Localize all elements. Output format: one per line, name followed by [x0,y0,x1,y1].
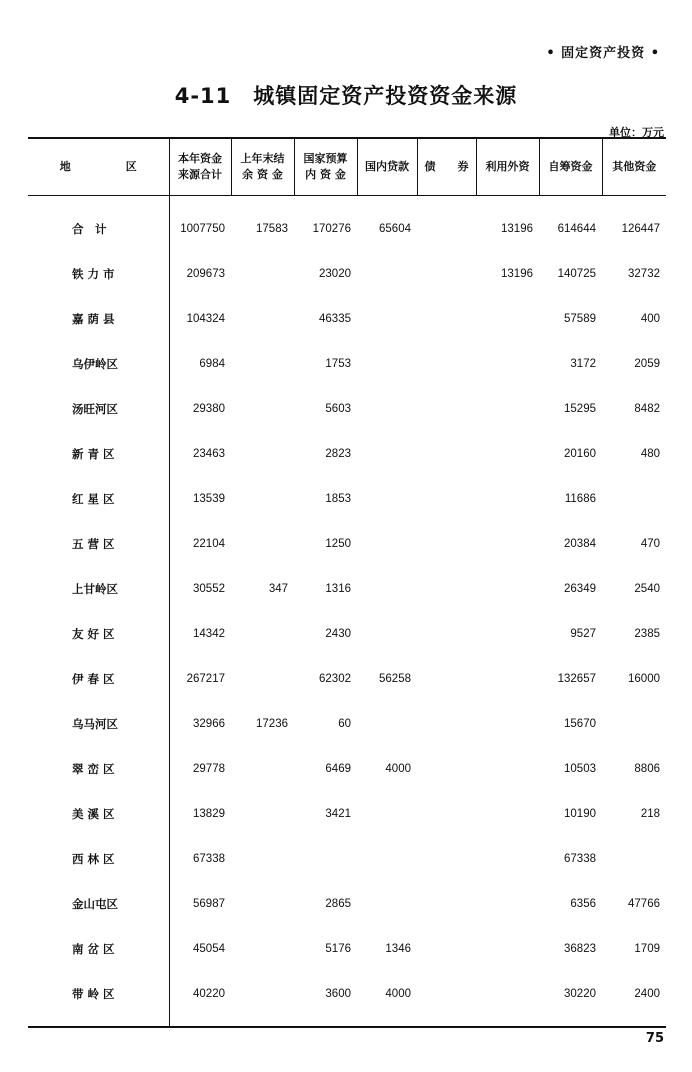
value-cell: 40220 [193,987,225,1000]
table-row [28,251,666,296]
region-cell: 金山屯区 [28,881,169,926]
region-cell: 铁 力 市 [28,251,169,296]
value-cell: 132657 [557,672,596,685]
value-cell: 46335 [319,312,351,325]
table-row [28,746,666,791]
value-cell: 1853 [325,492,351,505]
value-cell: 30220 [564,987,596,1000]
value-cell [476,521,539,566]
value-cell: 470 [640,537,660,550]
table-row [28,196,666,252]
region-cell: 友 好 区 [28,611,169,656]
value-cell: 30552 [193,582,225,595]
table-row [28,611,666,656]
column-header-prev-balance [231,138,294,196]
table-row [28,476,666,521]
value-cell [417,521,476,566]
value-cell: 2865 [325,897,351,910]
column-header-other: 其他资金 [602,138,666,196]
value-cell: 47766 [628,897,660,910]
column-header-line: 本年资金 [178,152,222,165]
value-cell: 1316 [325,582,351,595]
table-row [28,836,666,881]
value-cell [231,791,294,836]
value-cell [357,881,417,926]
value-cell: 2385 [634,627,660,640]
region-cell: 南 岔 区 [28,926,169,971]
value-cell: 60 [338,717,351,730]
value-cell: 14342 [193,627,225,640]
table-row [28,791,666,836]
region-cell: 合 计 [28,196,169,252]
value-cell: 23020 [319,267,351,280]
region-cell: 西 林 区 [28,836,169,881]
value-cell [417,836,476,881]
value-cell: 67338 [193,852,225,865]
value-cell [476,701,539,746]
value-cell [476,971,539,1027]
value-cell [476,476,539,521]
value-cell: 400 [640,312,660,325]
value-cell [357,431,417,476]
value-cell [476,341,539,386]
value-cell [357,251,417,296]
value-cell: 45054 [193,942,225,955]
value-cell [417,881,476,926]
table-body [28,196,666,1028]
value-cell [357,566,417,611]
value-cell [417,611,476,656]
table-row [28,881,666,926]
value-cell [476,431,539,476]
column-header-bonds: 债 券 [417,138,476,196]
value-cell [357,521,417,566]
table-row [28,386,666,431]
table-row [28,656,666,701]
value-cell: 140725 [557,267,596,280]
value-cell [231,296,294,341]
value-cell [357,476,417,521]
value-cell: 480 [640,447,660,460]
value-cell [357,611,417,656]
value-cell: 2430 [325,627,351,640]
value-cell [476,386,539,431]
value-cell [602,476,666,521]
value-cell: 26349 [564,582,596,595]
page-title [0,80,692,110]
table-row [28,341,666,386]
value-cell [231,431,294,476]
table-row [28,431,666,476]
value-cell: 4000 [385,987,411,1000]
value-cell [476,881,539,926]
value-cell: 32732 [628,267,660,280]
region-cell: 乌马河区 [28,701,169,746]
value-cell: 10503 [564,762,596,775]
region-cell: 汤旺河区 [28,386,169,431]
value-cell [357,386,417,431]
value-cell [417,431,476,476]
value-cell: 1250 [325,537,351,550]
value-cell [417,746,476,791]
column-header-domestic-loans: 国内贷款 [357,138,417,196]
value-cell [231,251,294,296]
value-cell: 5176 [325,942,351,955]
value-cell: 15295 [564,402,596,415]
value-cell [476,296,539,341]
value-cell [231,971,294,1027]
value-cell [417,476,476,521]
value-cell [357,341,417,386]
value-cell: 56258 [379,672,411,685]
value-cell [476,926,539,971]
value-cell: 13539 [193,492,225,505]
value-cell [231,341,294,386]
page-number: 75 [645,1031,664,1046]
value-cell: 614644 [557,222,596,235]
value-cell: 218 [640,807,660,820]
value-cell: 17236 [256,717,288,730]
value-cell: 6356 [570,897,596,910]
region-cell: 伊 春 区 [28,656,169,701]
value-cell [231,521,294,566]
value-cell [231,386,294,431]
value-cell: 13196 [501,267,533,280]
value-cell [476,566,539,611]
value-cell: 62302 [319,672,351,685]
value-cell: 65604 [379,222,411,235]
value-cell: 1709 [634,942,660,955]
value-cell [602,836,666,881]
funding-source-table [28,137,666,1028]
value-cell [357,701,417,746]
column-header-line: 来源合计 [178,168,222,181]
value-cell: 32966 [193,717,225,730]
value-cell: 57589 [564,312,596,325]
region-cell: 美 溪 区 [28,791,169,836]
value-cell [417,251,476,296]
column-header-total [169,138,231,196]
table-row [28,971,666,1027]
value-cell [417,926,476,971]
value-cell: 8482 [634,402,660,415]
value-cell: 13196 [501,222,533,235]
value-cell [417,196,476,252]
region-cell: 红 星 区 [28,476,169,521]
region-cell: 嘉 荫 县 [28,296,169,341]
value-cell: 209673 [186,267,225,280]
value-cell: 6984 [199,357,225,370]
region-cell: 乌伊岭区 [28,341,169,386]
column-header-line: 国家预算 [303,152,348,165]
value-cell [417,296,476,341]
table-number: 4-11 [174,84,232,108]
value-cell [417,701,476,746]
value-cell [357,791,417,836]
value-cell: 170276 [312,222,351,235]
table-row [28,296,666,341]
value-cell [602,701,666,746]
value-cell: 36823 [564,942,596,955]
value-cell: 11686 [564,492,596,505]
column-header-line: 上年末结 [240,152,285,165]
value-cell: 17583 [256,222,288,235]
value-cell: 67338 [564,852,596,865]
value-cell [476,791,539,836]
value-cell: 3600 [325,987,351,1000]
value-cell: 1007750 [180,222,225,235]
value-cell: 5603 [325,402,351,415]
value-cell: 126447 [621,222,660,235]
value-cell: 20160 [564,447,596,460]
value-cell: 1346 [385,942,411,955]
value-cell [231,656,294,701]
value-cell [231,881,294,926]
region-cell: 带 岭 区 [28,971,169,1027]
value-cell: 29778 [193,762,225,775]
table-row [28,701,666,746]
region-cell: 五 营 区 [28,521,169,566]
value-cell [417,656,476,701]
region-cell: 翠 峦 区 [28,746,169,791]
column-header-line: 余 资 金 [242,168,283,181]
value-cell [417,386,476,431]
value-cell [476,611,539,656]
table-row [28,926,666,971]
value-cell: 2540 [634,582,660,595]
column-header-state-budget [294,138,357,196]
value-cell [417,341,476,386]
value-cell: 10190 [564,807,596,820]
region-cell: 新 青 区 [28,431,169,476]
value-cell [417,971,476,1027]
value-cell [231,836,294,881]
value-cell: 104324 [186,312,225,325]
value-cell: 23463 [193,447,225,460]
value-cell: 267217 [186,672,225,685]
value-cell [231,476,294,521]
value-cell: 22104 [193,537,225,550]
column-header-foreign-investment: 利用外资 [476,138,539,196]
value-cell [231,926,294,971]
value-cell [476,746,539,791]
value-cell [476,836,539,881]
value-cell: 13829 [193,807,225,820]
value-cell: 3421 [325,807,351,820]
running-head: • 固定资产投资 • [546,46,660,61]
value-cell [417,566,476,611]
value-cell: 9527 [570,627,596,640]
value-cell: 4000 [385,762,411,775]
column-header-self-raised: 自筹资金 [539,138,602,196]
value-cell: 29380 [193,402,225,415]
value-cell [476,656,539,701]
value-cell: 56987 [193,897,225,910]
unit-label: 单位：万元 [609,126,664,139]
value-cell: 2823 [325,447,351,460]
column-header-line: 内 资 金 [305,168,346,181]
table-row [28,521,666,566]
column-header-region: 地 区 [28,138,169,196]
value-cell: 16000 [628,672,660,685]
value-cell: 3172 [570,357,596,370]
value-cell [231,611,294,656]
value-cell: 6469 [325,762,351,775]
value-cell: 8806 [634,762,660,775]
table-header-row [28,138,666,196]
value-cell [231,746,294,791]
value-cell: 2059 [634,357,660,370]
table-title: 城镇固定资产投资资金来源 [253,84,518,108]
value-cell [357,296,417,341]
value-cell: 2400 [634,987,660,1000]
table-row [28,566,666,611]
value-cell [357,836,417,881]
value-cell [294,836,357,881]
value-cell: 347 [268,582,288,595]
value-cell: 20384 [564,537,596,550]
value-cell: 15670 [564,717,596,730]
value-cell [417,791,476,836]
region-cell: 上甘岭区 [28,566,169,611]
value-cell: 1753 [325,357,351,370]
